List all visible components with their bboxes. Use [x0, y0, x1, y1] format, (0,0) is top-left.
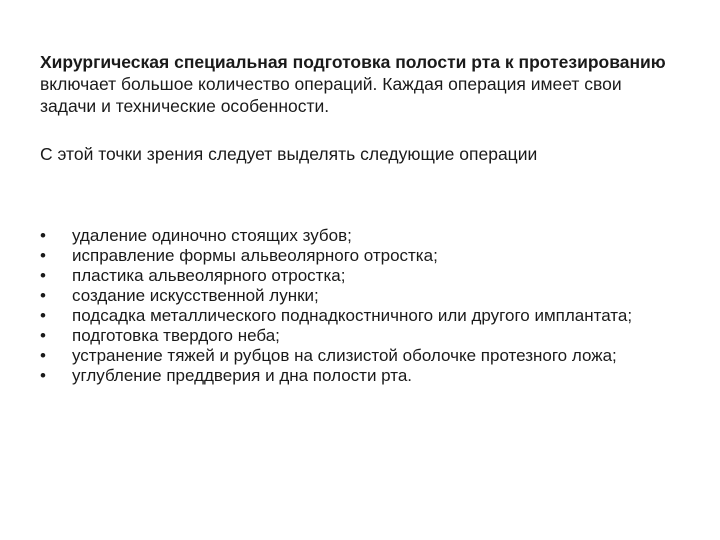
list-item — [40, 346, 680, 366]
list-item-text: углубление преддверия и дна полости рта. — [72, 366, 413, 385]
list-item-text: исправление формы альвеолярного отростка; — [72, 246, 438, 265]
list-item — [40, 366, 680, 386]
bullet-icon: • — [40, 366, 46, 385]
intro-rest-text: включает большое количество операций. Каждая операция имеет свои задачи и технические особенности. — [40, 74, 622, 116]
list-item — [40, 306, 680, 326]
operations-list — [40, 226, 680, 386]
list-item — [40, 326, 680, 346]
bullet-icon: • — [40, 266, 46, 285]
list-item-text: удаление одиночно стоящих зубов; — [72, 226, 352, 245]
list-item — [40, 266, 680, 286]
list-item-text: подготовка твердого неба; — [72, 326, 280, 345]
intro-paragraph — [40, 51, 680, 117]
intro-bold-text: Хирургическая специальная подготовка полости рта к протезированию — [40, 52, 666, 72]
bullet-icon: • — [40, 246, 46, 265]
list-item — [40, 226, 680, 246]
bullet-icon: • — [40, 346, 46, 365]
list-item-text: устранение тяжей и рубцов на слизистой оболочке протезного ложа; — [72, 346, 617, 365]
list-item-text: создание искусственной лунки; — [72, 286, 319, 305]
bullet-icon: • — [40, 306, 46, 325]
list-item-text: пластика альвеолярного отростка; — [72, 266, 346, 285]
list-item — [40, 246, 680, 266]
list-item-text: подсадка металлического поднадкостничного или другого имплантата; — [72, 306, 633, 325]
bullet-icon: • — [40, 326, 46, 345]
bullet-icon: • — [40, 286, 46, 305]
bullet-icon: • — [40, 226, 46, 245]
list-item — [40, 286, 680, 306]
operations-heading: С этой точки зрения следует выделять следующие операции — [40, 144, 538, 164]
